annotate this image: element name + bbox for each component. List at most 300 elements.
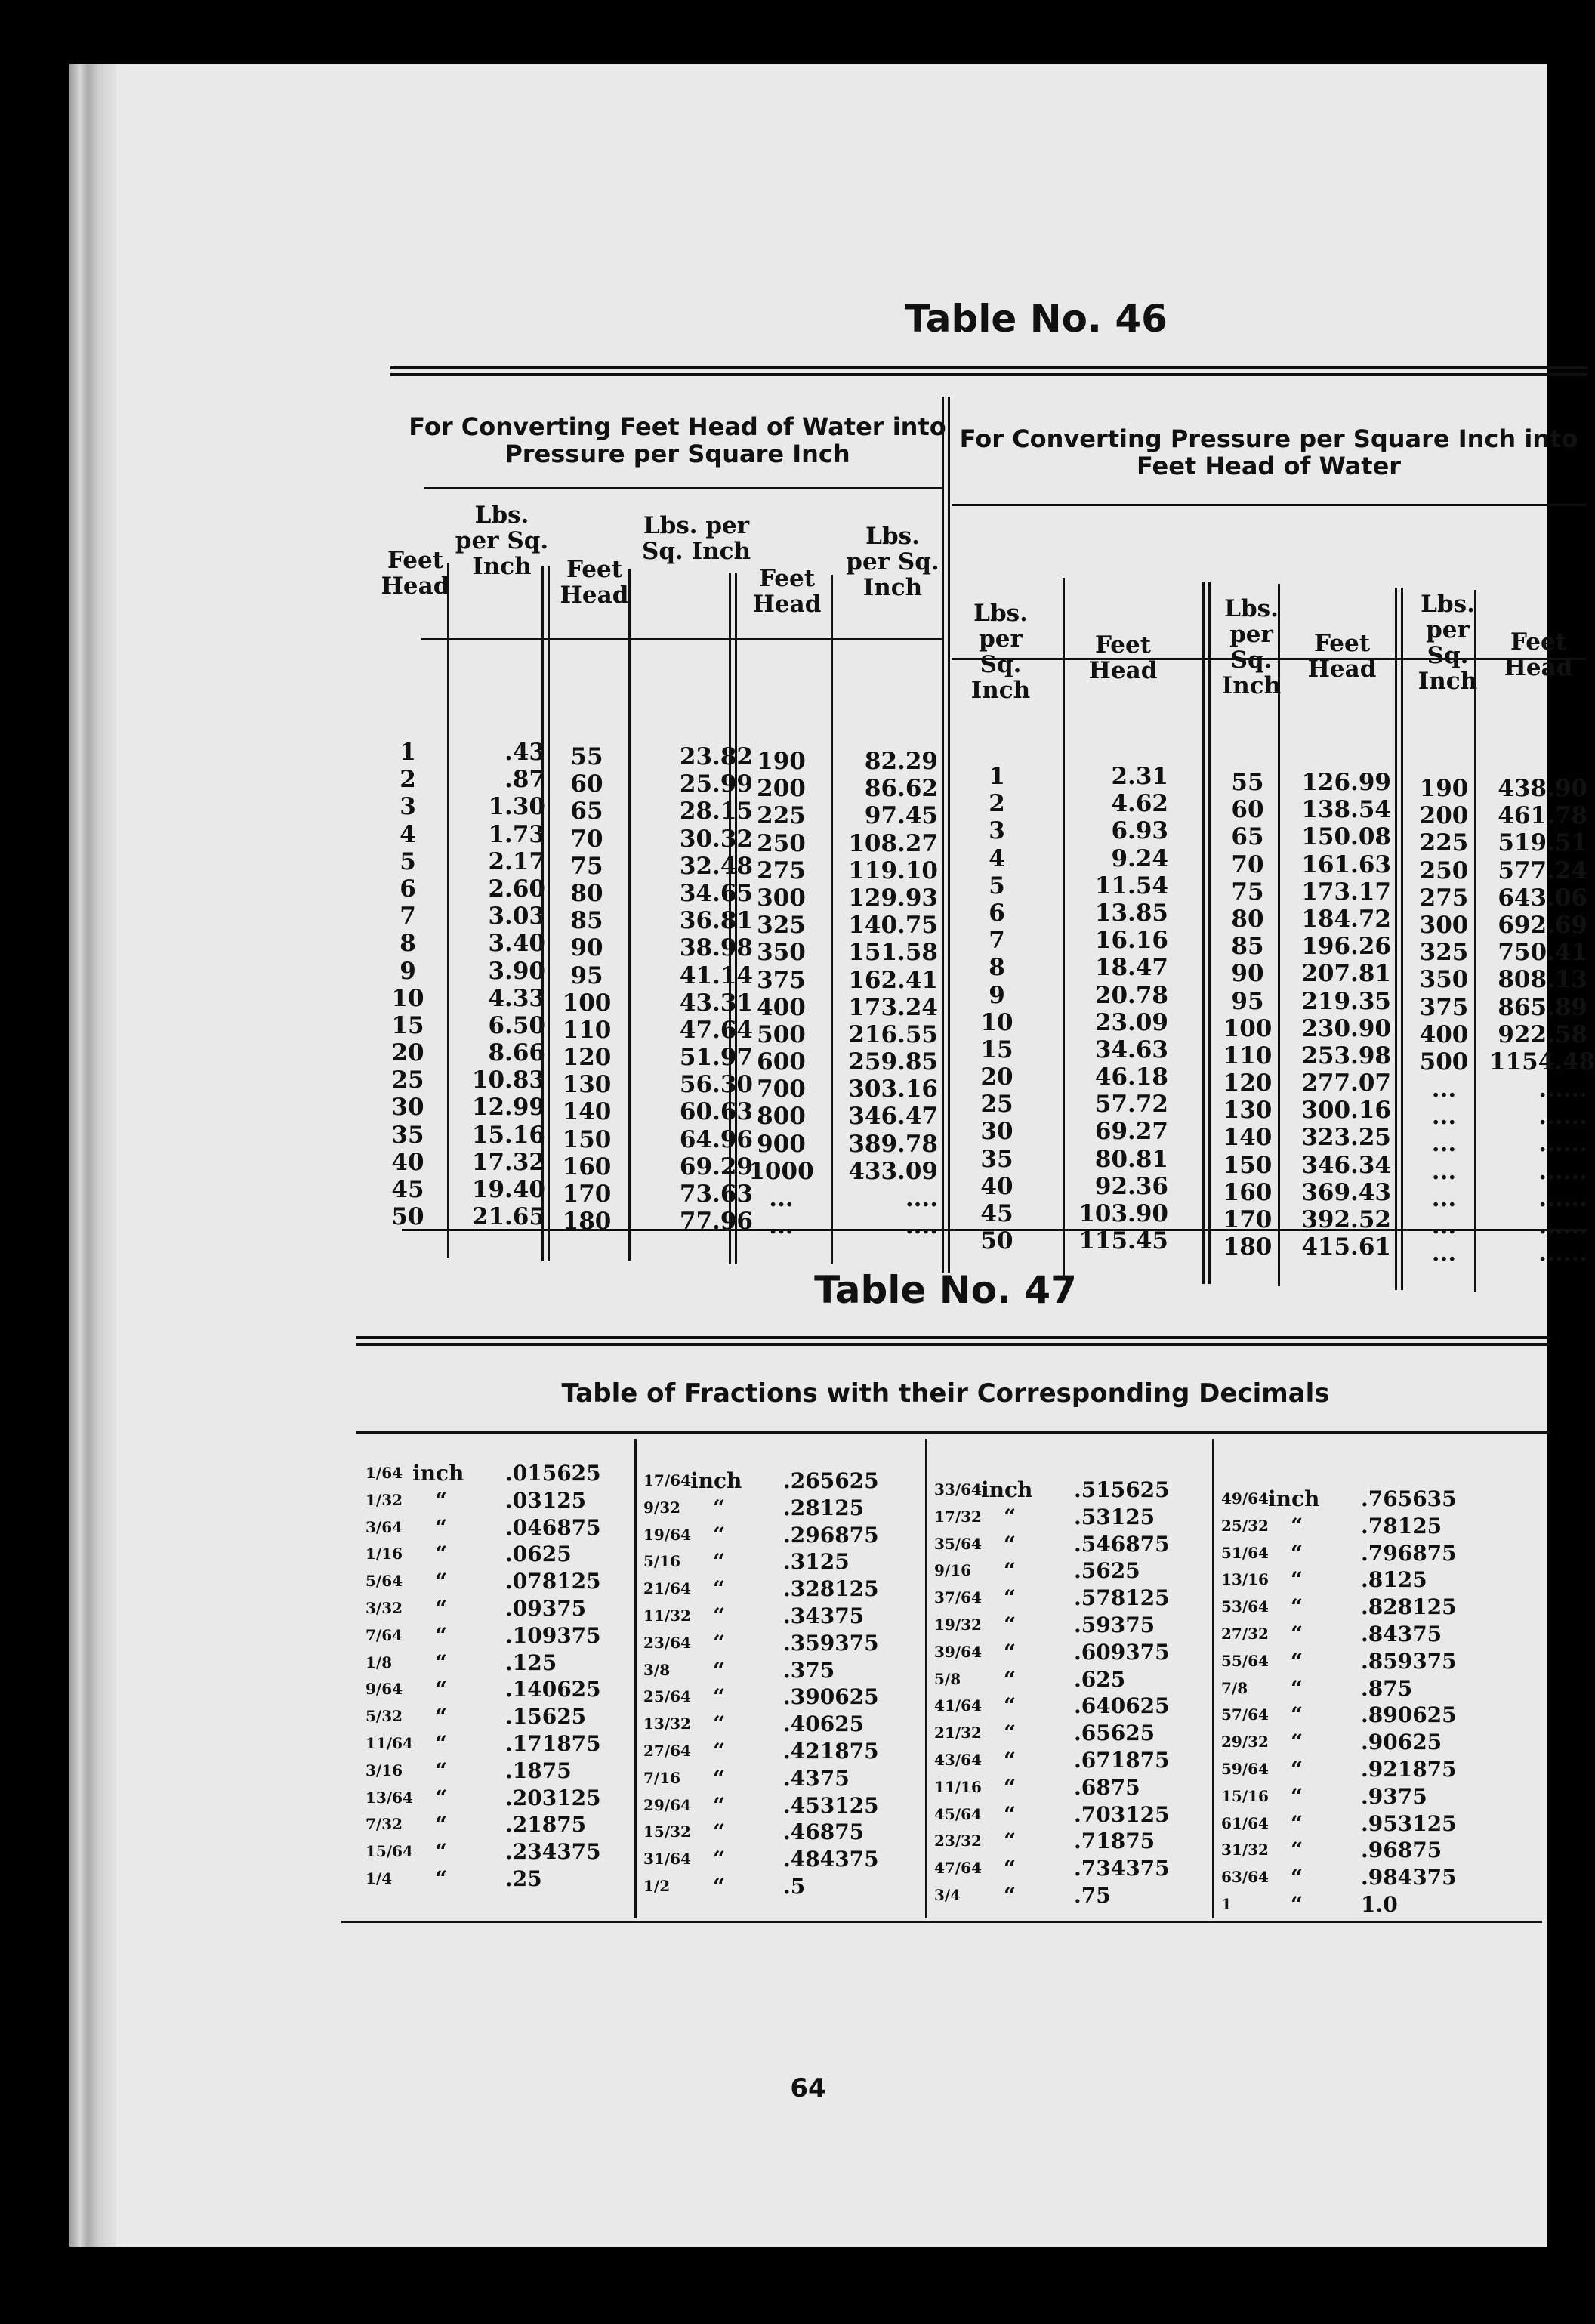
left-lbs-col-1-cell: 3.90 (488, 957, 545, 985)
ditto-mark: “ (713, 1711, 726, 1737)
ditto-mark: “ (1291, 1810, 1303, 1836)
left-lbs-col-3-cell: 129.93 (848, 884, 938, 912)
left-lbs-col-3-cell: 119.10 (848, 856, 938, 884)
right-feet-col-2-cell: 173.17 (1301, 878, 1391, 906)
ditto-mark: “ (1291, 1891, 1303, 1917)
left-feet-col-2-cell: 130 (562, 1071, 612, 1099)
left-feet-col-3 (742, 748, 821, 1239)
right-feet-col-3-cell: ...... (1538, 1157, 1587, 1185)
left-lbs-col-2 (640, 743, 753, 1235)
ditto-mark: “ (713, 1873, 726, 1899)
left-feet-col-2-cell: 100 (562, 989, 612, 1017)
decimal-cell: .515625 (1074, 1477, 1170, 1502)
left-feet-col-1-cell: 2 (400, 766, 416, 794)
ditto-mark: “ (713, 1765, 726, 1791)
fraction-cell: 9/16 (934, 1561, 972, 1580)
ditto-mark: “ (435, 1677, 448, 1702)
left-feet-col-1-cell: 40 (391, 1148, 424, 1176)
left-feet-col-3-cell: 250 (757, 829, 806, 857)
decimal-cell: .125 (505, 1650, 557, 1675)
left-feet-col-1-cell: 15 (391, 1011, 424, 1039)
left-feet-col-3-cell: ... (769, 1212, 794, 1240)
decimal-cell: .875 (1361, 1675, 1413, 1701)
left-feet-col-2-cell: 180 (562, 1208, 612, 1236)
ditto-mark: “ (435, 1812, 448, 1838)
right-feet-col-2-cell: 219.35 (1301, 987, 1391, 1015)
table-47-header-rule (356, 1431, 1550, 1434)
left-feet-col-2 (549, 743, 625, 1235)
ditto-mark: “ (713, 1847, 726, 1872)
decimal-cell: .734375 (1074, 1856, 1170, 1881)
decimal-cell: .234375 (505, 1839, 601, 1865)
right-feet-col-3-cell: 692.69 (1498, 911, 1587, 939)
fraction-cell: 5/8 (934, 1669, 961, 1688)
left-lbs-col-1-cell: 12.99 (471, 1094, 545, 1122)
ditto-mark: “ (1004, 1693, 1017, 1719)
right-lbs-col-3-cell: 300 (1419, 911, 1469, 939)
fraction-cell: 5/16 (643, 1552, 681, 1571)
decimal-cell: .390625 (783, 1684, 879, 1710)
left-feet-col-3-cell: 1000 (748, 1157, 814, 1185)
ditto-mark: “ (1004, 1612, 1017, 1637)
fraction-col-3 (934, 1477, 982, 1909)
fraction-cell: 1/32 (366, 1490, 403, 1509)
left-feet-col-2-cell: 65 (570, 798, 603, 826)
right-lbs-col-1-cell: 9 (989, 981, 1005, 1009)
right-feet-col-2-cell: 184.72 (1301, 905, 1391, 933)
left-feet-col-1-cell: 20 (391, 1039, 424, 1067)
left-heading-rule (424, 487, 942, 489)
ditto-mark: “ (435, 1569, 448, 1594)
fraction-cell: 47/64 (934, 1859, 982, 1878)
left-feet-col-1-cell: 9 (400, 957, 416, 985)
right-lbs-header-1: Lbs. per Sq. Inch (970, 600, 1031, 704)
right-lbs-header-3: Lbs. per Sq. Inch (1418, 591, 1478, 695)
fraction-cell: 19/32 (934, 1615, 982, 1634)
ditto-mark: “ (435, 1622, 448, 1648)
left-lbs-col-1-cell: 1.30 (488, 793, 545, 821)
unit-col-1 (412, 1460, 503, 1893)
ditto-mark: “ (713, 1819, 726, 1845)
inch-label: inch (1268, 1486, 1320, 1511)
left-feet-col-1 (370, 739, 446, 1230)
left-feet-col-2-cell: 110 (562, 1016, 612, 1044)
left-col-divider-3 (831, 575, 833, 1264)
right-lbs-col-3-cell: ... (1431, 1076, 1457, 1103)
decimal-cell: .40625 (783, 1711, 865, 1737)
left-lbs-col-2-cell: 60.63 (679, 1098, 753, 1126)
decimal-cell: .921875 (1361, 1756, 1457, 1782)
decimal-cell: .109375 (505, 1622, 601, 1648)
right-feet-col-1-cell: 9.24 (1111, 844, 1168, 872)
left-feet-col-1-cell: 25 (391, 1066, 424, 1094)
ditto-mark: “ (1291, 1675, 1303, 1701)
left-feet-col-3-cell: 325 (757, 912, 806, 940)
left-lbs-col-2-cell: 38.98 (679, 934, 753, 962)
right-lbs-col-3-cell: ... (1431, 1212, 1457, 1239)
fraction-cell: 31/32 (1221, 1841, 1269, 1860)
ditto-mark: “ (1291, 1567, 1303, 1593)
table-46-title: Table No. 46 (905, 297, 1168, 341)
right-feet-col-3-cell: ...... (1538, 1212, 1587, 1239)
fraction-col-1 (366, 1460, 413, 1893)
ditto-mark: “ (435, 1839, 448, 1865)
right-heading-rule (952, 504, 1586, 506)
decimal-cell: .34375 (783, 1603, 865, 1628)
decimal-cell: .5625 (1074, 1558, 1140, 1584)
right-lbs-col-3-cell: 275 (1419, 884, 1469, 912)
right-feet-col-1-cell: 13.85 (1094, 899, 1168, 927)
left-feet-col-1-cell: 6 (400, 875, 416, 903)
inch-label: inch (690, 1468, 742, 1493)
left-lbs-col-3-cell: 303.16 (848, 1076, 938, 1103)
fraction-cell: 5/32 (366, 1707, 403, 1726)
left-feet-col-1-cell: 35 (391, 1121, 424, 1149)
ditto-mark: “ (713, 1576, 726, 1602)
ditto-mark: “ (713, 1522, 726, 1548)
table-46-bottom-rule (402, 1229, 1587, 1231)
fraction-col-4 (1221, 1486, 1269, 1918)
decimal-col-2 (783, 1468, 896, 1900)
decimal-cell: .296875 (783, 1522, 879, 1548)
unit-col-2 (690, 1468, 781, 1900)
right-feet-col-1-cell: 46.18 (1094, 1063, 1168, 1091)
right-lbs-col-2-cell: 150 (1223, 1151, 1273, 1179)
decimal-cell: .9375 (1361, 1783, 1427, 1809)
decimal-cell: .625 (1074, 1666, 1126, 1692)
left-lbs-header-3: Lbs. per Sq. Inch (846, 523, 939, 601)
right-feet-col-1-cell: 16.16 (1094, 927, 1168, 955)
right-feet-col-1-cell: 20.78 (1094, 981, 1168, 1009)
decimal-cell: .3125 (783, 1549, 850, 1575)
left-lbs-col-1-cell: 8.66 (488, 1039, 545, 1067)
ditto-mark: “ (1004, 1558, 1017, 1584)
left-feet-col-3-cell: 300 (757, 884, 806, 912)
left-feet-col-2-cell: 75 (570, 852, 603, 880)
left-feet-col-2-cell: 90 (570, 934, 603, 962)
ditto-mark: “ (1291, 1540, 1303, 1566)
right-lbs-col-1-cell: 2 (989, 790, 1005, 818)
left-feet-col-2-cell: 150 (562, 1125, 612, 1153)
left-feet-col-1-cell: 50 (391, 1203, 424, 1231)
right-feet-col-2-cell: 150.08 (1301, 823, 1391, 851)
right-feet-head-header-1: Feet Head (1088, 631, 1158, 684)
decimal-cell: .609375 (1074, 1639, 1170, 1665)
table-47-bottom-rule (341, 1921, 1542, 1923)
left-feet-col-3-cell: ... (769, 1185, 794, 1212)
left-lbs-col-2-cell: 36.81 (679, 907, 753, 935)
decimal-cell: .59375 (1074, 1612, 1155, 1637)
right-lbs-col-2-cell: 65 (1231, 823, 1264, 851)
right-feet-col-2-cell: 369.43 (1301, 1178, 1391, 1206)
ditto-mark: “ (435, 1758, 448, 1783)
fraction-cell: 25/64 (643, 1687, 691, 1706)
left-lbs-col-3-cell: 173.24 (848, 993, 938, 1021)
fraction-cell: 15/64 (366, 1842, 413, 1861)
fraction-cell: 11/16 (934, 1777, 982, 1796)
ditto-mark: “ (435, 1704, 448, 1730)
left-feet-col-1-cell: 4 (400, 820, 416, 848)
ditto-mark: “ (713, 1603, 726, 1628)
decimal-cell: .796875 (1361, 1540, 1457, 1566)
left-section-heading: For Converting Feet Head of Water into Pressure per Square Inch (409, 412, 946, 468)
right-lbs-col-1-cell: 35 (980, 1145, 1013, 1173)
left-feet-col-3-cell: 400 (757, 993, 806, 1021)
fraction-cell: 29/32 (1221, 1733, 1269, 1751)
table-46-top-rule (390, 366, 1587, 376)
ditto-mark: “ (713, 1657, 726, 1683)
left-lbs-col-1-cell: 1.73 (488, 820, 545, 848)
right-feet-col-2-cell: 207.81 (1301, 960, 1391, 988)
fraction-cell: 1/4 (366, 1869, 393, 1887)
right-lbs-col-1-cell: 4 (989, 844, 1005, 872)
left-feet-col-1-cell: 1 (400, 739, 416, 766)
left-feet-col-2-cell: 85 (570, 907, 603, 935)
decimal-cell: .03125 (505, 1487, 587, 1513)
right-lbs-col-1-cell: 15 (980, 1035, 1013, 1063)
ditto-mark: “ (713, 1495, 726, 1520)
right-lbs-col-2-cell: 160 (1223, 1178, 1273, 1206)
decimal-cell: .203125 (505, 1785, 601, 1810)
left-lbs-col-3-cell: 140.75 (848, 912, 938, 940)
fraction-cell: 63/64 (1221, 1868, 1269, 1887)
left-feet-col-1-cell: 45 (391, 1176, 424, 1203)
fraction-cell: 49/64 (1221, 1489, 1269, 1508)
fraction-cell: 17/64 (643, 1471, 691, 1489)
ditto-mark: “ (1291, 1702, 1303, 1728)
fraction-cell: 1/8 (366, 1653, 393, 1671)
decimal-cell: .0625 (505, 1542, 572, 1567)
fraction-cell: 3/4 (934, 1885, 961, 1904)
decimal-cell: .90625 (1361, 1730, 1442, 1755)
right-lbs-col-2-cell: 85 (1231, 933, 1264, 961)
ditto-mark: “ (1004, 1639, 1017, 1665)
left-lbs-col-1-cell: .43 (504, 739, 545, 766)
left-lbs-col-1-cell: .87 (504, 766, 545, 794)
ditto-mark: “ (713, 1684, 726, 1710)
right-lbs-col-1-cell: 8 (989, 954, 1005, 982)
right-feet-col-3 (1489, 775, 1595, 1267)
decimal-cell: .53125 (1074, 1504, 1155, 1529)
ditto-mark: “ (435, 1650, 448, 1675)
right-lbs-col-1-cell: 5 (989, 872, 1005, 900)
right-lbs-col-3-cell: ... (1431, 1239, 1457, 1267)
right-lbs-col-3-cell: 350 (1419, 966, 1469, 994)
right-group-divider-2 (1395, 588, 1403, 1290)
right-feet-col-3-cell: ...... (1538, 1184, 1587, 1212)
right-lbs-col-2-cell: 70 (1231, 850, 1264, 878)
right-lbs-col-3-cell: ... (1431, 1184, 1457, 1212)
right-lbs-col-1-cell: 10 (980, 1008, 1013, 1036)
decimal-col-1 (505, 1460, 619, 1893)
fraction-cell: 57/64 (1221, 1705, 1269, 1724)
page-number: 64 (790, 2073, 826, 2103)
fraction-cell: 15/32 (643, 1822, 691, 1841)
ditto-mark: “ (713, 1630, 726, 1656)
right-feet-col-2-cell: 138.54 (1301, 796, 1391, 824)
fraction-col-divider-1 (634, 1439, 637, 1918)
ditto-mark: “ (435, 1730, 448, 1756)
left-feet-col-1-cell: 30 (391, 1094, 424, 1122)
right-lbs-col-3 (1406, 775, 1482, 1267)
right-feet-head-header-2: Feet Head (1307, 630, 1377, 683)
right-feet-head-header-3: Feet Head (1504, 628, 1573, 681)
right-lbs-col-3-cell: ... (1431, 1157, 1457, 1185)
fraction-cell: 11/64 (366, 1733, 413, 1752)
fraction-cell: 27/64 (643, 1741, 691, 1760)
decimal-cell: .25 (505, 1866, 542, 1891)
table-47-subtitle: Table of Fractions with their Corresponding Decimals (561, 1378, 1330, 1409)
fraction-cell: 3/64 (366, 1517, 403, 1536)
fraction-cell: 33/64 (934, 1480, 982, 1498)
right-lbs-col-2-cell: 180 (1223, 1233, 1273, 1261)
left-feet-col-3-cell: 900 (757, 1130, 806, 1158)
right-feet-col-3-cell: 577.24 (1498, 856, 1587, 884)
right-lbs-col-1-cell: 45 (980, 1200, 1013, 1227)
left-feet-col-2-cell: 70 (570, 825, 603, 853)
left-feet-col-1-cell: 8 (400, 930, 416, 958)
right-feet-col-2-cell: 346.34 (1301, 1151, 1391, 1179)
right-feet-col-1-cell: 4.62 (1111, 790, 1168, 818)
right-lbs-col-2-cell: 80 (1231, 905, 1264, 933)
left-feet-col-3-cell: 700 (757, 1076, 806, 1103)
right-feet-col-1-cell: 80.81 (1094, 1145, 1168, 1173)
right-lbs-col-1-cell: 3 (989, 817, 1005, 845)
right-lbs-col-2-cell: 140 (1223, 1124, 1273, 1152)
ditto-mark: “ (1004, 1774, 1017, 1800)
ditto-mark: “ (1291, 1865, 1303, 1890)
right-lbs-col-3-cell: 225 (1419, 829, 1469, 857)
left-lbs-col-1-cell: 17.32 (471, 1148, 545, 1176)
decimal-cell: .65625 (1074, 1721, 1155, 1746)
left-lbs-col-3-cell: 389.78 (848, 1130, 938, 1158)
ditto-mark: “ (1291, 1730, 1303, 1755)
fraction-col-2 (643, 1468, 691, 1900)
right-lbs-col-2-cell: 90 (1231, 960, 1264, 988)
right-feet-col-2-cell: 277.07 (1301, 1069, 1391, 1097)
left-lbs-col-3-cell: 346.47 (848, 1103, 938, 1131)
right-feet-col-2-cell: 126.99 (1301, 769, 1391, 796)
right-lbs-col-2-cell: 120 (1223, 1069, 1273, 1097)
fraction-cell: 3/16 (366, 1761, 403, 1779)
left-lbs-col-2-cell: 64.96 (679, 1125, 753, 1153)
left-feet-col-1-cell: 10 (391, 984, 424, 1012)
decimal-cell: .78125 (1361, 1513, 1442, 1539)
fraction-cell: 21/32 (934, 1724, 982, 1742)
left-lbs-col-1-cell: 19.40 (471, 1176, 545, 1203)
left-lbs-col-2-cell: 23.82 (679, 743, 753, 770)
fraction-cell: 51/64 (1221, 1543, 1269, 1562)
left-lbs-col-3-cell: 82.29 (864, 748, 938, 775)
ditto-mark: “ (1004, 1504, 1017, 1529)
decimal-col-4 (1361, 1486, 1474, 1918)
right-lbs-col-1-cell: 20 (980, 1063, 1013, 1091)
decimal-cell: .671875 (1074, 1747, 1170, 1773)
left-feet-col-2-cell: 160 (562, 1153, 612, 1181)
fraction-cell: 1/2 (643, 1876, 671, 1895)
right-feet-col-3-cell: 1154.48 (1489, 1048, 1595, 1076)
right-feet-col-1-cell: 23.09 (1094, 1008, 1168, 1036)
decimal-cell: .8125 (1361, 1567, 1427, 1593)
ditto-mark: “ (435, 1542, 448, 1567)
fraction-cell: 61/64 (1221, 1813, 1269, 1832)
fraction-cell: 23/32 (934, 1832, 982, 1850)
right-feet-col-1-cell: 69.27 (1094, 1118, 1168, 1146)
right-feet-col-2-cell: 161.63 (1301, 850, 1391, 878)
right-feet-col-1-cell: 92.36 (1094, 1172, 1168, 1200)
ditto-mark: “ (1004, 1856, 1017, 1881)
left-lbs-col-3 (847, 748, 938, 1239)
right-feet-col-3-cell: 808.13 (1498, 966, 1587, 994)
right-lbs-col-2-cell: 170 (1223, 1206, 1273, 1233)
right-lbs-col-1-cell: 6 (989, 899, 1005, 927)
right-lbs-col-1-cell: 25 (980, 1091, 1013, 1119)
left-lbs-col-2-cell: 41.14 (679, 961, 753, 989)
left-lbs-header-2: Lbs. per Sq. Inch (641, 512, 751, 565)
book-page (69, 64, 1595, 2247)
right-lbs-col-3-cell: 190 (1419, 775, 1469, 802)
right-feet-col-3-cell: 438.90 (1498, 775, 1587, 802)
right-lbs-col-3-cell: 400 (1419, 1020, 1469, 1048)
ditto-mark: “ (1291, 1756, 1303, 1782)
left-lbs-col-3-cell: 97.45 (864, 802, 938, 830)
right-lbs-col-1-cell: 30 (980, 1118, 1013, 1146)
decimal-cell: .359375 (783, 1630, 879, 1656)
right-feet-col-2-cell: 323.25 (1301, 1124, 1391, 1152)
left-feet-col-3-cell: 225 (757, 802, 806, 830)
fraction-cell: 35/64 (934, 1534, 982, 1553)
fraction-cell: 45/64 (934, 1804, 982, 1823)
right-feet-col-2-cell: 253.98 (1301, 1042, 1391, 1069)
fraction-cell: 27/32 (1221, 1624, 1269, 1643)
inch-label: inch (412, 1461, 464, 1486)
right-lbs-col-2-cell: 100 (1223, 1014, 1273, 1042)
left-lbs-col-2-cell: 69.29 (679, 1153, 753, 1181)
decimal-cell: .28125 (783, 1495, 865, 1520)
decimal-cell: .09375 (505, 1595, 587, 1621)
right-feet-col-3-cell: ...... (1538, 1076, 1587, 1103)
left-lbs-col-2-cell: 51.97 (679, 1044, 753, 1072)
ditto-mark: “ (1291, 1594, 1303, 1620)
decimal-cell: .375 (783, 1657, 835, 1683)
book-binding (69, 64, 116, 2247)
fraction-cell: 29/64 (643, 1795, 691, 1814)
right-feet-col-1-cell: 2.31 (1111, 763, 1168, 790)
left-feet-head-header-3: Feet Head (752, 565, 822, 618)
decimal-cell: .21875 (505, 1812, 587, 1838)
decimal-cell: .1875 (505, 1758, 572, 1783)
right-feet-col-3-cell: 643.06 (1498, 884, 1587, 912)
left-feet-col-3-cell: 500 (757, 1020, 806, 1048)
left-lbs-col-1-cell: 15.16 (471, 1121, 545, 1149)
ditto-mark: “ (713, 1738, 726, 1764)
fraction-cell: 13/32 (643, 1714, 691, 1733)
left-lbs-col-1-cell: 21.65 (471, 1203, 545, 1231)
right-feet-col-2-cell: 300.16 (1301, 1097, 1391, 1125)
left-col-divider-2 (628, 569, 631, 1261)
decimal-cell: .328125 (783, 1576, 879, 1602)
right-lbs-col-1-cell: 50 (980, 1227, 1013, 1255)
unit-col-4 (1268, 1486, 1359, 1918)
left-lbs-col-3-cell: 216.55 (848, 1020, 938, 1048)
left-lbs-col-1 (458, 739, 545, 1230)
fraction-cell: 1/64 (366, 1464, 403, 1482)
left-feet-col-3-cell: 275 (757, 856, 806, 884)
decimal-cell: .75 (1074, 1882, 1111, 1908)
fraction-cell: 9/64 (366, 1680, 403, 1699)
center-divider (942, 397, 950, 1273)
ditto-mark: “ (1004, 1531, 1017, 1557)
